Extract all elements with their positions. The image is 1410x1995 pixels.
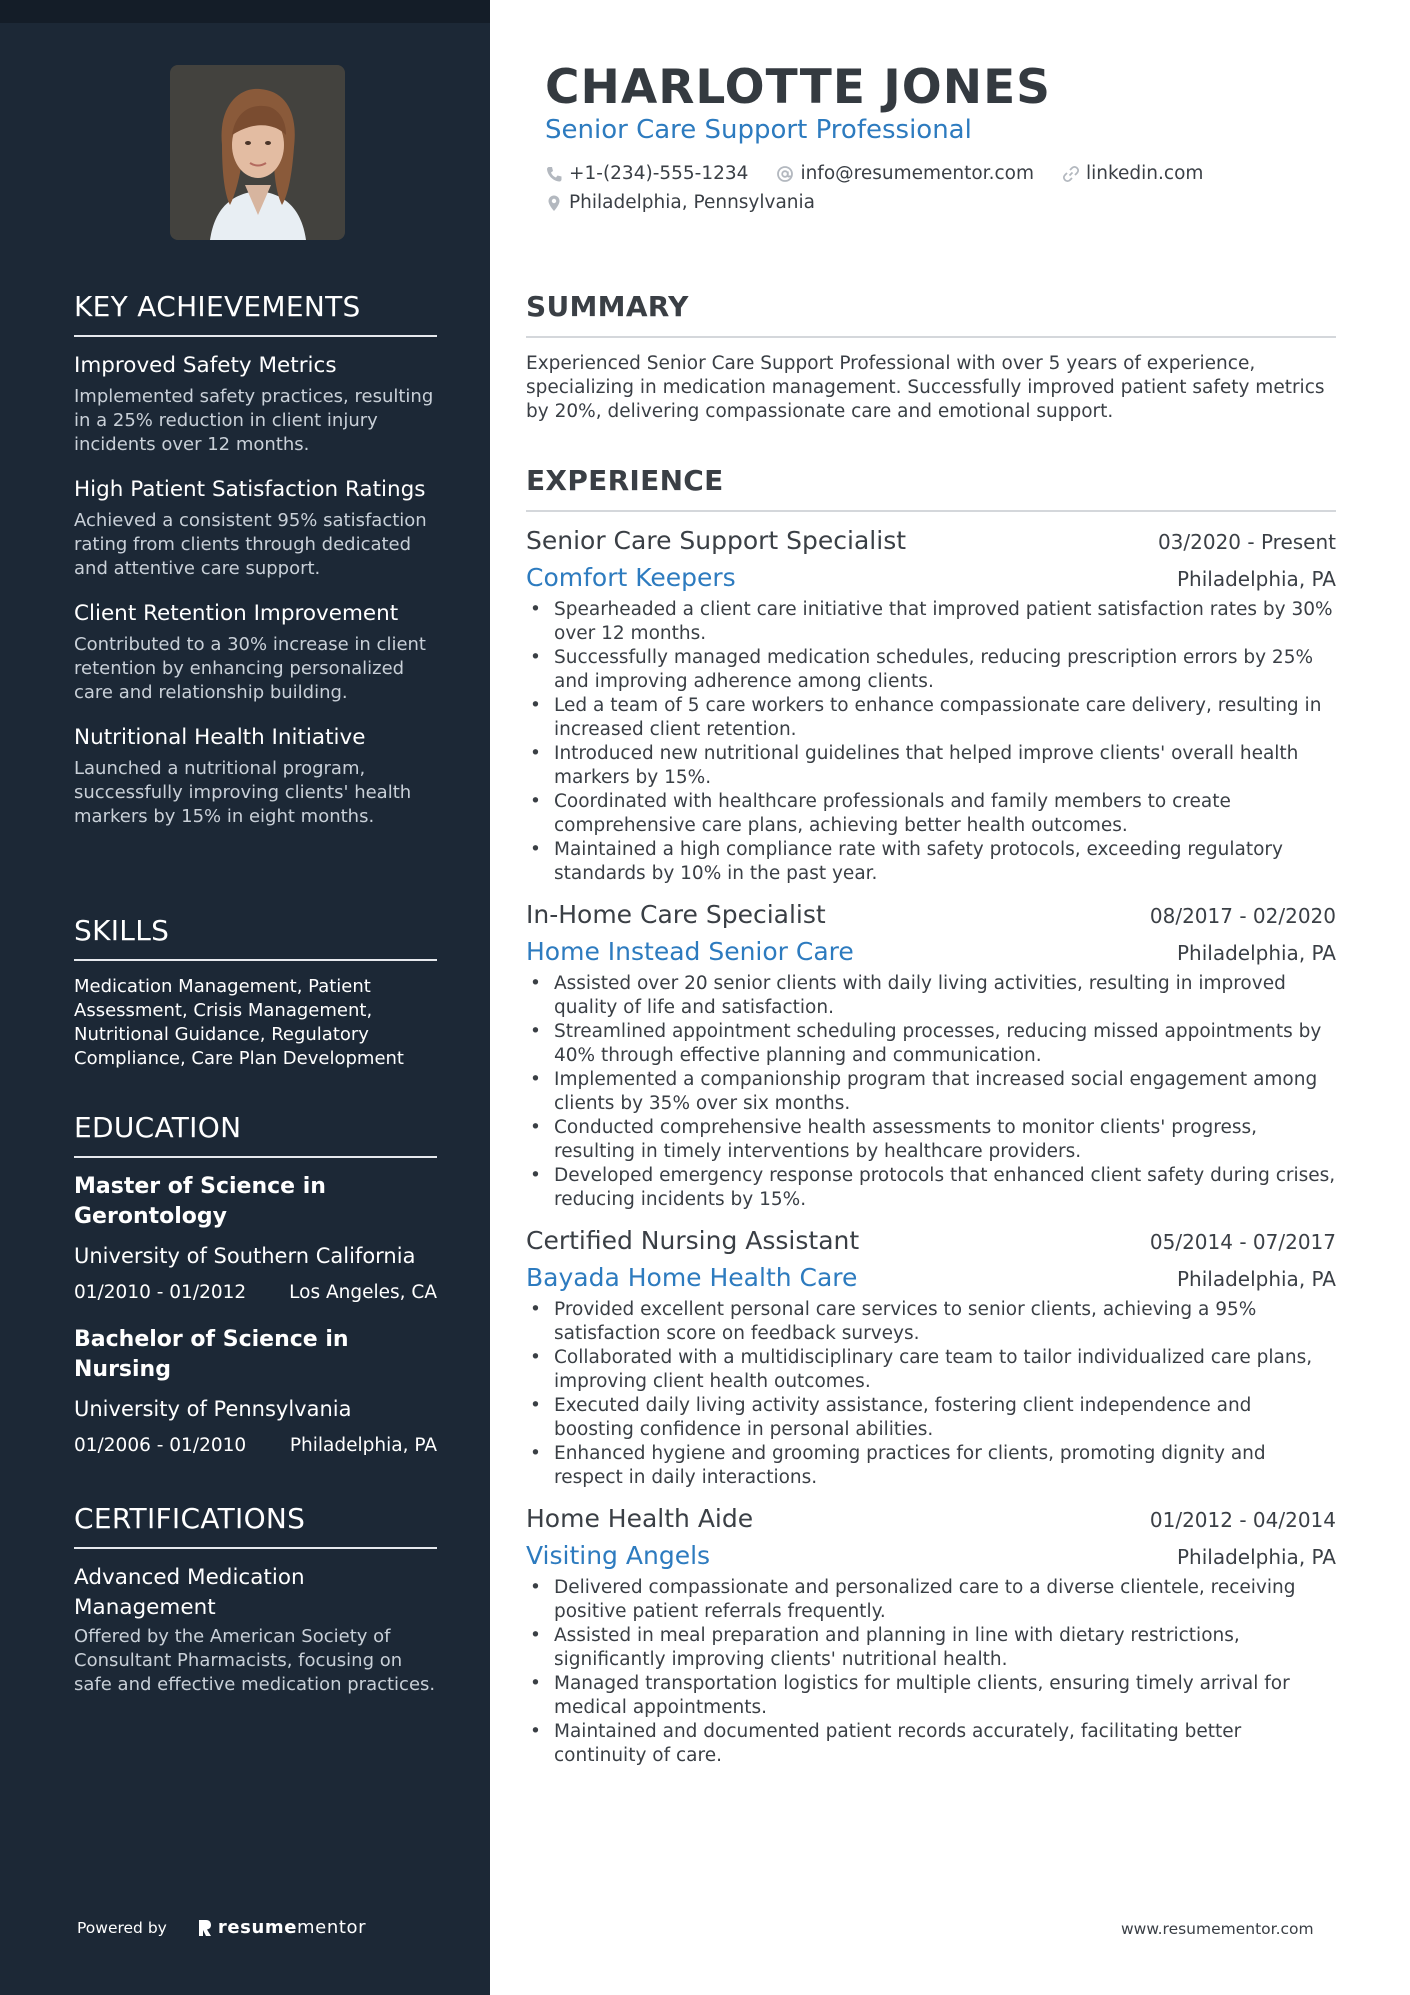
sidebar bbox=[0, 0, 490, 1995]
job-bullet: • Executed daily living activity assistance, fostering client independence and boosting confidence in personal abilities. bbox=[526, 1394, 1336, 1442]
education-heading: EDUCATION bbox=[74, 1111, 437, 1158]
job-bullet: • Assisted in meal preparation and planning in line with dietary restrictions, significantly improving clients' nutritional health. bbox=[526, 1624, 1336, 1672]
job-bullets bbox=[526, 1298, 1336, 1490]
achievement-item bbox=[74, 475, 437, 581]
education-location: Philadelphia, PA bbox=[289, 1435, 437, 1456]
contact-phone[interactable] bbox=[545, 163, 748, 184]
skills-section bbox=[74, 914, 437, 1071]
job-company-row bbox=[526, 563, 1336, 592]
education-dates: 01/2006 - 01/2010 bbox=[74, 1435, 247, 1456]
at-sign-icon bbox=[776, 165, 794, 183]
footer-website-link[interactable]: www.resumementor.com bbox=[1121, 1920, 1314, 1938]
experience-section bbox=[526, 464, 1336, 1782]
job-bullet: • Provided excellent personal care services to senior clients, achieving a 95% satisfaction score on feedback surveys. bbox=[526, 1298, 1336, 1346]
certifications-heading: CERTIFICATIONS bbox=[74, 1502, 437, 1549]
powered-by-label: Powered by bbox=[77, 1918, 167, 1937]
job-location: Philadelphia, PA bbox=[1176, 1267, 1336, 1291]
skills-list: Medication Management, Patient Assessment, Crisis Management, Nutritional Guidance, Regulatory Compliance, Care Plan Development bbox=[74, 976, 404, 1069]
education-degree: Master of Science in Gerontology bbox=[74, 1174, 326, 1229]
summary-section bbox=[526, 290, 1336, 424]
job-location: Philadelphia, PA bbox=[1176, 1545, 1336, 1569]
job-header bbox=[526, 526, 1336, 555]
contact-row bbox=[545, 163, 1325, 184]
job-company: Home Instead Senior Care bbox=[526, 937, 854, 966]
contact-info bbox=[545, 163, 1325, 221]
job-dates: 03/2020 - Present bbox=[1157, 530, 1336, 554]
brand-name-light: mentor bbox=[297, 1917, 367, 1938]
job-bullet: • Collaborated with a multidisciplinary care team to tailor individualized care plans, improving client health outcomes. bbox=[526, 1346, 1336, 1394]
education-meta bbox=[74, 1435, 437, 1456]
resumementor-logo[interactable] bbox=[197, 1917, 366, 1938]
certification-item bbox=[74, 1563, 437, 1697]
location-pin-icon bbox=[545, 194, 563, 212]
education-school: University of Southern California bbox=[74, 1244, 416, 1268]
sidebar-top-band bbox=[0, 0, 490, 23]
contact-row bbox=[545, 192, 1325, 213]
job-bullet: • Introduced new nutritional guidelines that helped improve clients' overall health markers by 15%. bbox=[526, 742, 1336, 790]
job-header bbox=[526, 900, 1336, 929]
skills-heading: SKILLS bbox=[74, 914, 437, 961]
job-location: Philadelphia, PA bbox=[1176, 567, 1336, 591]
education-section bbox=[74, 1111, 437, 1478]
job-company-row bbox=[526, 1541, 1336, 1570]
achievement-item bbox=[74, 599, 437, 705]
achievement-description: Achieved a consistent 95% satisfaction rating from clients through dedicated and attentive care support. bbox=[74, 510, 427, 579]
education-school: University of Pennsylvania bbox=[74, 1397, 352, 1421]
job-bullet: • Enhanced hygiene and grooming practices for clients, promoting dignity and respect in daily interactions. bbox=[526, 1442, 1336, 1490]
email-address: info@resumementor.com bbox=[800, 163, 1034, 184]
achievements-heading: KEY ACHIEVEMENTS bbox=[74, 290, 437, 337]
certification-title: Advanced Medication Management bbox=[74, 1565, 305, 1620]
job-bullet: • Maintained a high compliance rate with safety protocols, exceeding regulatory standards by 10% in the past year. bbox=[526, 838, 1336, 886]
job-bullet: • Implemented a companionship program that increased social engagement among clients by 35% over six months. bbox=[526, 1068, 1336, 1116]
profile-photo bbox=[170, 65, 345, 240]
job-company: Comfort Keepers bbox=[526, 563, 736, 592]
job-bullet: • Managed transportation logistics for multiple clients, ensuring timely arrival for medical appointments. bbox=[526, 1672, 1336, 1720]
job-bullet: • Successfully managed medication schedules, reducing prescription errors by 25% and improving adherence among clients. bbox=[526, 646, 1336, 694]
brand-name-bold: resume bbox=[217, 1917, 298, 1938]
resumementor-logo-icon bbox=[197, 1918, 212, 1938]
job-bullets bbox=[526, 972, 1336, 1212]
education-location: Los Angeles, CA bbox=[289, 1282, 437, 1303]
job-dates: 08/2017 - 02/2020 bbox=[1149, 904, 1336, 928]
achievements-section bbox=[74, 290, 437, 847]
achievement-title: Client Retention Improvement bbox=[74, 601, 399, 626]
achievement-description: Implemented safety practices, resulting in a 25% reduction in client injury incidents over 12 months. bbox=[74, 386, 434, 455]
candidate-role: Senior Care Support Professional bbox=[545, 115, 972, 145]
job-company: Bayada Home Health Care bbox=[526, 1263, 858, 1292]
job-entry bbox=[526, 526, 1336, 886]
job-dates: 01/2012 - 04/2014 bbox=[1149, 1508, 1336, 1532]
experience-heading: EXPERIENCE bbox=[526, 464, 1336, 512]
job-bullet: • Assisted over 20 senior clients with daily living activities, resulting in improved quality of life and satisfaction. bbox=[526, 972, 1336, 1020]
job-title: Home Health Aide bbox=[526, 1504, 754, 1533]
job-title: Senior Care Support Specialist bbox=[526, 526, 907, 555]
brand-name bbox=[218, 1917, 366, 1938]
job-header bbox=[526, 1504, 1336, 1533]
education-degree: Bachelor of Science in Nursing bbox=[74, 1327, 349, 1382]
phone-icon bbox=[545, 165, 563, 183]
job-entry bbox=[526, 900, 1336, 1212]
linkedin-link: linkedin.com bbox=[1085, 163, 1204, 184]
achievement-title: Improved Safety Metrics bbox=[74, 353, 337, 378]
contact-location bbox=[545, 192, 815, 213]
job-bullet: • Conducted comprehensive health assessments to monitor clients' progress, resulting in timely interventions by healthcare providers. bbox=[526, 1116, 1336, 1164]
job-bullet: • Led a team of 5 care workers to enhance compassionate care delivery, resulting in increased client retention. bbox=[526, 694, 1336, 742]
achievement-description: Launched a nutritional program, successfully improving clients' health markers by 15% in eight months. bbox=[74, 758, 412, 827]
job-location: Philadelphia, PA bbox=[1176, 941, 1336, 965]
link-icon bbox=[1062, 165, 1080, 183]
job-title: In-Home Care Specialist bbox=[526, 900, 826, 929]
certification-description: Offered by the American Society of Consultant Pharmacists, focusing on safe and effective medication practices. bbox=[74, 1626, 436, 1695]
certifications-section bbox=[74, 1502, 437, 1697]
job-bullet: • Spearheaded a client care initiative that improved patient satisfaction rates by 30% over 12 months. bbox=[526, 598, 1336, 646]
job-bullet: • Coordinated with healthcare professionals and family members to create comprehensive care plans, achieving better health outcomes. bbox=[526, 790, 1336, 838]
job-bullets bbox=[526, 1576, 1336, 1768]
phone-number: +1-(234)-555-1234 bbox=[569, 163, 749, 184]
job-company-row bbox=[526, 1263, 1336, 1292]
powered-by bbox=[77, 1917, 366, 1938]
achievement-item bbox=[74, 723, 437, 829]
job-title: Certified Nursing Assistant bbox=[526, 1226, 860, 1255]
contact-email[interactable] bbox=[776, 163, 1034, 184]
job-company: Visiting Angels bbox=[526, 1541, 711, 1570]
profile-photo-image bbox=[170, 65, 345, 240]
education-entry bbox=[74, 1325, 437, 1456]
job-header bbox=[526, 1226, 1336, 1255]
job-entry bbox=[526, 1226, 1336, 1490]
achievement-title: Nutritional Health Initiative bbox=[74, 725, 366, 750]
achievement-title: High Patient Satisfaction Ratings bbox=[74, 477, 426, 502]
job-bullet: • Developed emergency response protocols that enhanced client safety during crises, reducing incidents by 15%. bbox=[526, 1164, 1336, 1212]
job-bullet: • Streamlined appointment scheduling processes, reducing missed appointments by 40% through effective planning and communication. bbox=[526, 1020, 1336, 1068]
job-dates: 05/2014 - 07/2017 bbox=[1149, 1230, 1336, 1254]
job-bullet: • Delivered compassionate and personalized care to a diverse clientele, receiving positive patient referrals frequently. bbox=[526, 1576, 1336, 1624]
summary-text: Experienced Senior Care Support Professional with over 5 years of experience, specializing in medication management. Successfully improved patient safety metrics by 20%, delivering compassionate care and emotional support. bbox=[526, 353, 1325, 422]
achievement-description: Contributed to a 30% increase in client retention by enhancing personalized care and relationship building. bbox=[74, 634, 426, 703]
education-dates: 01/2010 - 01/2012 bbox=[74, 1282, 247, 1303]
contact-linkedin[interactable] bbox=[1062, 163, 1203, 184]
summary-heading: SUMMARY bbox=[526, 290, 1336, 338]
job-bullets bbox=[526, 598, 1336, 886]
job-bullet: • Maintained and documented patient records accurately, facilitating better continuity of care. bbox=[526, 1720, 1336, 1768]
achievement-item bbox=[74, 351, 437, 457]
location-text: Philadelphia, Pennsylvania bbox=[569, 192, 816, 213]
education-meta bbox=[74, 1282, 437, 1303]
candidate-name: CHARLOTTE JONES bbox=[545, 60, 1052, 115]
education-entry bbox=[74, 1172, 437, 1303]
job-entry bbox=[526, 1504, 1336, 1768]
job-company-row bbox=[526, 937, 1336, 966]
